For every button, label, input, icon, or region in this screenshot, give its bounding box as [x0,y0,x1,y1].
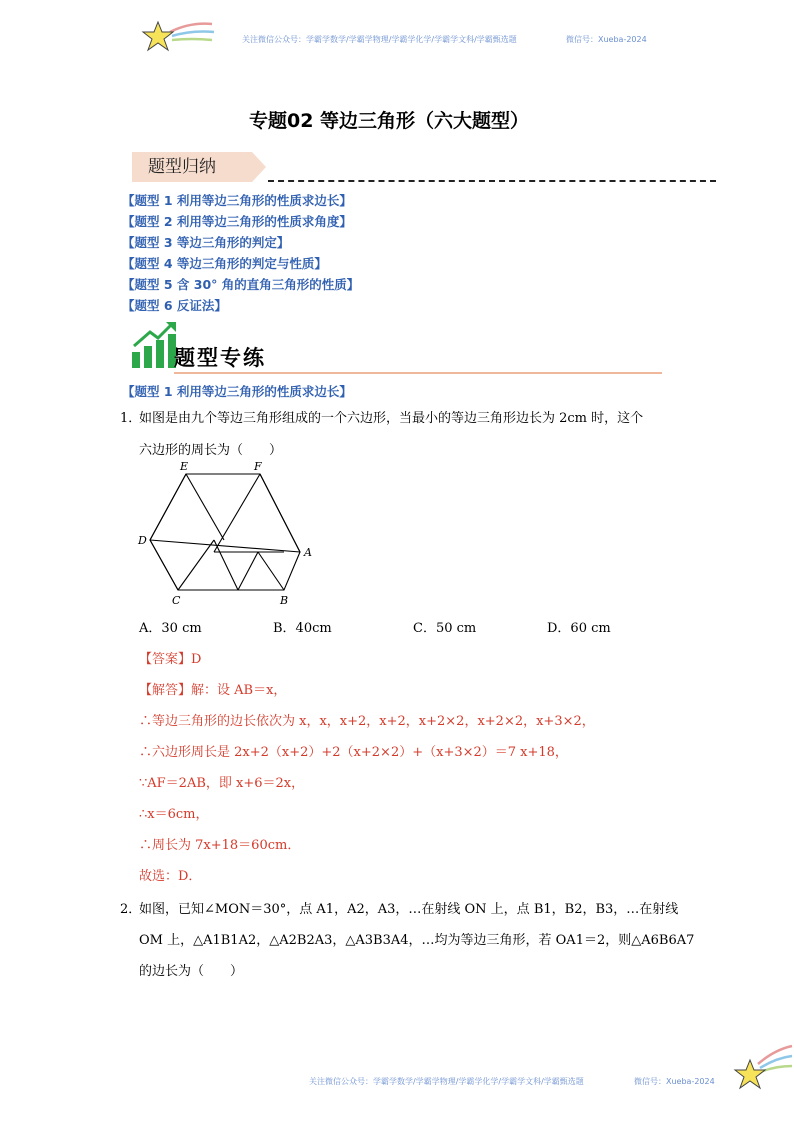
shooting-star-logo-top [140,18,220,58]
hexagon-figure [134,460,320,608]
q1-solution-line: ∴等边三角形的边长依次为 x，x，x+2，x+2，x+2×2，x+2×2，x+3×2， [139,714,595,729]
q1-solution-line: ∴六边形周长是 2x+2（x+2）+2（x+2×2）+（x+3×2）＝7 x+18， [139,745,568,760]
label-f: F [254,460,262,473]
label-d: D [138,534,147,547]
option-c[interactable]: C．50 cm [413,621,477,636]
q1-solution-line: ∴x＝6cm， [139,807,209,822]
q2-line3: 的边长为（ ） [139,964,244,979]
toc-item[interactable]: 【题型 4 等边三角形的判定与性质】 [122,256,327,271]
q1-line2: 六边形的周长为（ ） [139,443,283,458]
section-tag: 题型归纳 [132,152,252,182]
q1-solution-line: 故选：D． [139,869,202,884]
toc-list [122,190,359,316]
shooting-star-logo-bottom [730,1030,794,1094]
toc-item[interactable]: 【题型 6 反证法】 [122,298,227,313]
chart-growth-icon [130,320,178,370]
section-tag-arrow [252,152,266,182]
q1-solution-line: ∵AF＝2AB，即 x+6＝2x， [139,776,305,791]
practice-underline [174,372,662,374]
practice-subtitle: 【题型 1 利用等边三角形的性质求边长】 [122,384,352,399]
footer-wechat: 微信号：Xueba-2024 [634,1077,715,1086]
header-text: 关注微信公众号：学霸学数学/学霸学物理/学霸学化学/学霸学文科/学霸甄选题 [242,35,517,44]
label-c: C [172,594,181,607]
label-e: E [180,460,189,473]
header-wechat: 微信号：Xueba-2024 [566,35,647,44]
option-a[interactable]: A．30 cm [139,621,202,636]
toc-item[interactable]: 【题型 1 利用等边三角形的性质求边长】 [122,193,352,208]
footer-text: 关注微信公众号：学霸学数学/学霸学物理/学霸学化学/学霸学文科/学霸甄选题 [309,1077,584,1086]
q1-line1: 如图是由九个等边三角形组成的一个六边形，当最小的等边三角形边长为 2cm 时，这个 [139,411,644,426]
page-title: 专题02 等边三角形（六大题型） [249,110,530,132]
toc-item[interactable]: 【题型 3 等边三角形的判定】 [122,235,290,250]
q1-solution-line: 【解答】解：设 AB＝x， [139,683,287,698]
q1-answer: 【答案】D [139,652,202,667]
q1-solution-line: ∴周长为 7x+18＝60cm． [139,838,301,853]
toc-item[interactable]: 【题型 2 利用等边三角形的性质求角度】 [122,214,352,229]
q2-line2: OM 上，△A1B1A2，△A2B2A3，△A3B3A4，…均为等边三角形，若 OA1＝2，则△A6B6A7 [139,933,695,948]
label-a: A [304,546,312,559]
option-b[interactable]: B．40cm [273,621,332,636]
option-d[interactable]: D．60 cm [547,621,611,636]
divider-dashed [268,180,716,182]
practice-title: 题型专练 [174,345,266,370]
label-b: B [280,594,289,607]
toc-item[interactable]: 【题型 5 含 30° 角的直角三角形的性质】 [122,277,360,292]
q2-number: 2． [120,902,142,917]
q2-line1: 如图，已知∠MON＝30°，点 A1，A2，A3，…在射线 ON 上，点 B1，B2，B3，…在射线 [139,902,679,917]
q1-number: 1． [120,411,142,426]
